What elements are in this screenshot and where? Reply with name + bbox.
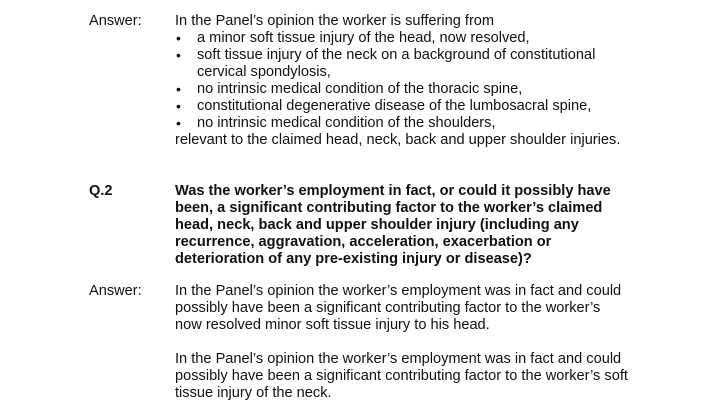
answer-1-label: Answer: (89, 13, 142, 29)
injury-list (175, 30, 635, 132)
bullet-icon: • (176, 47, 181, 63)
paragraph-spacer (175, 334, 630, 351)
list-item: • soft tissue injury of the neck on a background of constitutional cervical spondylosis, (176, 47, 596, 80)
question-2-label: Q.2 (89, 183, 113, 199)
list-item: • no intrinsic medical condition of the thoracic spine, (176, 81, 523, 97)
list-item: • a minor soft tissue injury of the head, now resolved, (176, 30, 530, 46)
list-item: • constitutional degenerative disease of the lumbosacral spine, (176, 98, 592, 114)
answer-1-outro: relevant to the claimed head, neck, back and upper shoulder injuries. (175, 132, 621, 148)
bullet-icon: • (176, 81, 181, 97)
answer-1-intro: In the Panel’s opinion the worker is suffering from (175, 13, 495, 29)
answer-2-content (175, 283, 630, 402)
answer-2-paragraph-1: In the Panel’s opinion the worker’s employment was in fact and could possibly have been a significant contributing factor to the worker’s now resolved minor soft tissue injury to his head. (175, 283, 622, 333)
answer-1-content (175, 13, 635, 149)
answer-2-label: Answer: (89, 283, 142, 299)
bullet-icon: • (176, 115, 181, 131)
answer-2-paragraph-2: In the Panel’s opinion the worker’s employment was in fact and could possibly have been a significant contributing factor to the worker’s soft tissue injury of the neck. (175, 351, 628, 401)
bullet-icon: • (176, 30, 181, 46)
question-2-text: Was the worker’s employment in fact, or could it possibly have been, a significant contributing factor to the worker’s claimed head, neck, back and upper shoulder injury (including any recurrence, aggravation, acceleration, exacerbation or deterioration of any pre-existing injury or disease)? (175, 183, 611, 267)
list-item: • no intrinsic medical condition of the shoulders, (176, 115, 496, 131)
bullet-icon: • (176, 98, 181, 114)
